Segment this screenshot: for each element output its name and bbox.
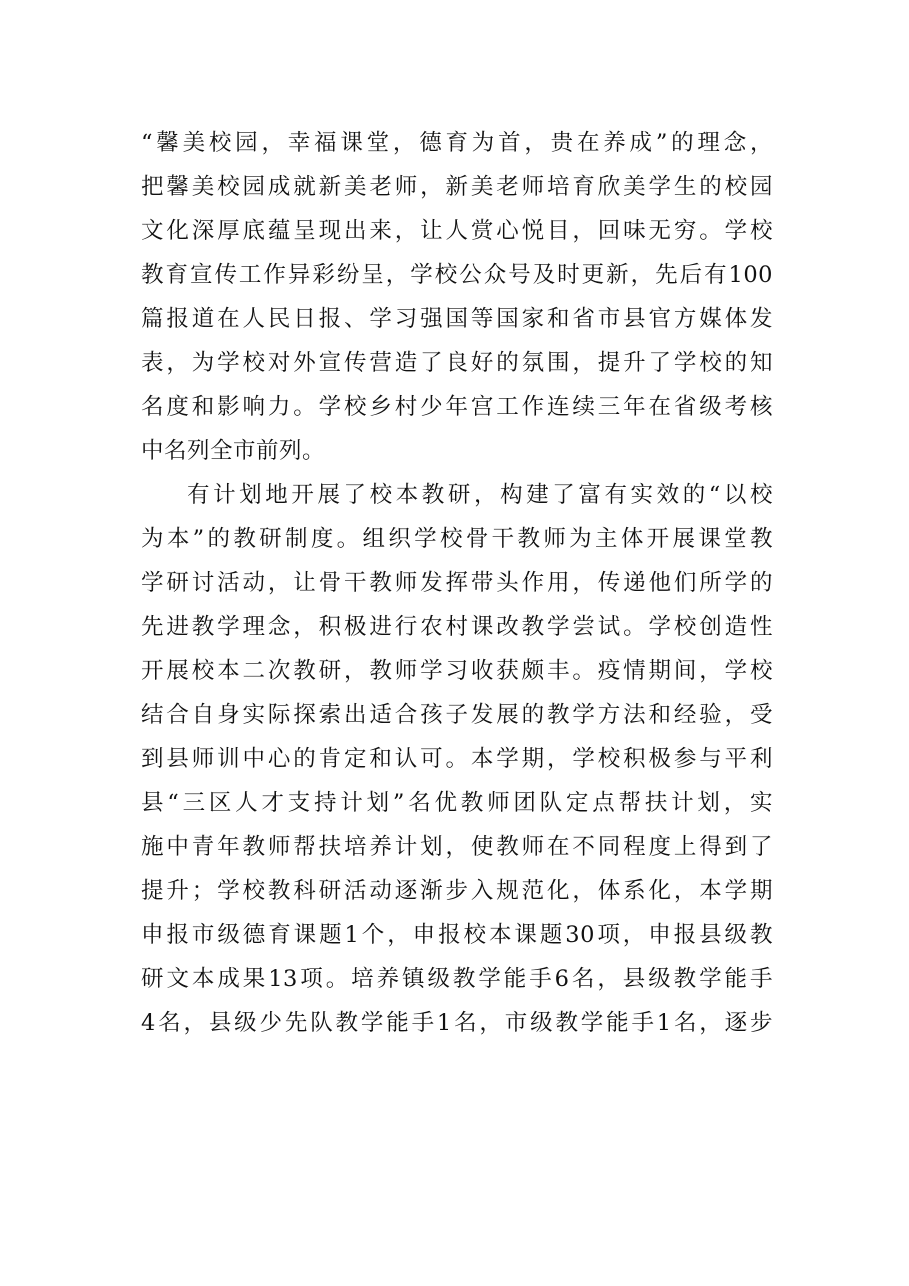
paragraph-line: 名度和影响力。学校乡村少年宫工作连续三年在省级考核 <box>141 394 773 420</box>
paragraph-line: 把馨美校园成就新美老师，新美老师培育欣美学生的校园 <box>141 174 773 200</box>
paragraph-line: 为本”的教研制度。组织学校骨干教师为主体开展课堂教 <box>141 526 773 552</box>
paragraph-line: 施中青年教师帮扶培养计划，使教师在不同程度上得到了 <box>141 834 773 860</box>
paragraph-line: 教育宣传工作异彩纷呈，学校公众号及时更新，先后有100 <box>141 262 773 288</box>
paragraph-line: 表，为学校对外宣传营造了良好的氛围，提升了学校的知 <box>141 350 773 376</box>
document-body <box>141 121 773 1045</box>
paragraph-line: 到县师训中心的肯定和认可。本学期，学校积极参与平利 <box>141 746 773 772</box>
paragraph-line: 学研讨活动，让骨干教师发挥带头作用，传递他们所学的 <box>141 570 773 596</box>
paragraph-1 <box>141 121 773 473</box>
paragraph-line: 文化深厚底蕴呈现出来，让人赏心悦目，回味无穷。学校 <box>141 218 773 244</box>
paragraph-line: 中名列全市前列。 <box>141 438 326 464</box>
paragraph-line: 申报市级德育课题1个，申报校本课题30项，申报县级教 <box>141 922 773 948</box>
paragraph-line: 先进教学理念，积极进行农村课改教学尝试。学校创造性 <box>141 614 773 640</box>
paragraph-line: “馨美校园，幸福课堂，德育为首，贵在养成”的理念， <box>141 130 773 156</box>
paragraph-line: 县“三区人才支持计划”名优教师团队定点帮扶计划，实 <box>141 790 773 816</box>
paragraph-line: 结合自身实际探索出适合孩子发展的教学方法和经验，受 <box>141 702 773 728</box>
paragraph-2 <box>141 473 773 1045</box>
paragraph-line: 开展校本二次教研，教师学习收获颇丰。疫情期间，学校 <box>141 658 773 684</box>
paragraph-line: 4名，县级少先队教学能手1名，市级教学能手1名，逐步 <box>141 1010 773 1036</box>
paragraph-line: 研文本成果13项。培养镇级教学能手6名，县级教学能手 <box>141 966 773 992</box>
paragraph-line: 篇报道在人民日报、学习强国等国家和省市县官方媒体发 <box>141 306 773 332</box>
paragraph-line: 有计划地开展了校本教研，构建了富有实效的“以校 <box>187 482 773 508</box>
paragraph-line: 提升；学校教科研活动逐渐步入规范化，体系化，本学期 <box>141 878 773 904</box>
